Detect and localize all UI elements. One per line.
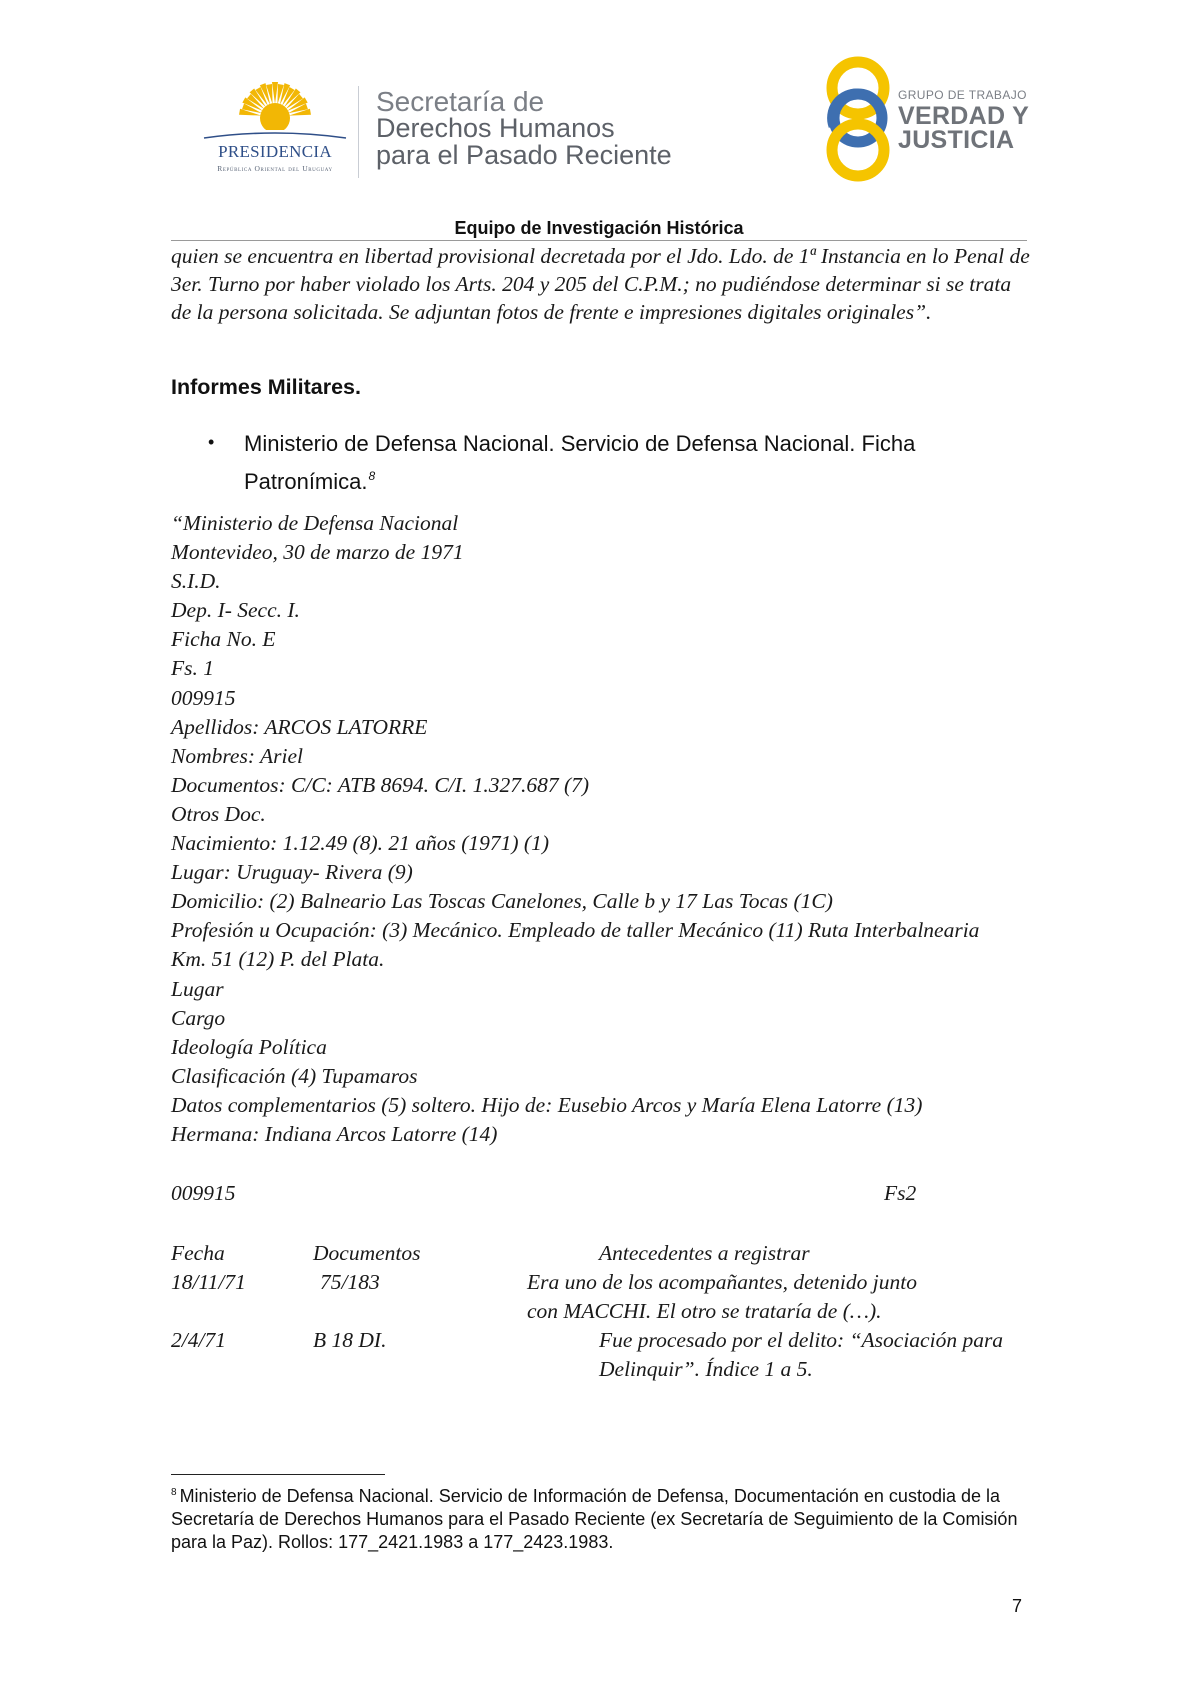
ficha-line: Ideología Política (171, 1034, 327, 1059)
intro-quote: quien se encuentra en libertad provisional decretada por el Jdo. Ldo. de 1ª Instancia en lo Penal de 3er. Turno por haber violado los Arts. 204 y 205 del C.P.M.; no pudiéndose determinar si se trata de la persona solicitada. Se adjuntan fotos de frente e impresiones digitales originales”. (171, 244, 1030, 324)
ficha-line: Cargo (171, 1005, 226, 1030)
ficha-line: S.I.D. (171, 569, 221, 594)
bullet-text: Ministerio de Defensa Nacional. Servicio de Defensa Nacional. Ficha Patronímica. (244, 431, 916, 494)
ficha-line: Lugar (171, 976, 224, 1001)
secretaria-logo-text (376, 88, 726, 169)
ficha-line: Fs. 1 (171, 656, 214, 681)
sun-icon (196, 78, 354, 144)
presidencia-name: PRESIDENCIA (218, 142, 332, 161)
gtvj-subtitle: GRUPO DE TRABAJO (898, 88, 1027, 102)
ficha-line: 009915 (171, 685, 236, 710)
ficha-line: Documentos: C/C: ATB 8694. C/I. 1.327.687 (7) (171, 772, 590, 797)
fs2-record-number: 009915 (171, 1181, 236, 1205)
ficha-line: Ficha No. E (171, 627, 276, 652)
ficha-line: Lugar: Uruguay- Rivera (9) (171, 860, 413, 885)
table-cell-antecedente: Fue procesado por el delito: “Asociación para (599, 1328, 1004, 1352)
secretaria-line-1: Secretaría de (376, 86, 545, 117)
presidencia-subtitle: República Oriental del Uruguay (217, 164, 333, 173)
table-header-fecha: Fecha (171, 1241, 225, 1265)
footnote-text: Ministerio de Defensa Nacional. Servicio de Información de Defensa, Documentación en custodia de la Secretaría de Derechos Humanos para el Pasado Reciente (ex Secretaría de Seguimiento de la Comisión para la Paz). Rollos: 177_2421.1983 a 177_2423.1983. (171, 1486, 1018, 1552)
table-cell-antecedente: Delinquir”. Índice 1 a 5. (599, 1357, 813, 1381)
ficha-line: Profesión u Ocupación: (3) Mecánico. Empleado de taller Mecánico (11) Ruta Interbalnearia (171, 918, 980, 943)
secretaria-line-2: Derechos Humanos (376, 113, 615, 143)
header-rule (171, 240, 1027, 241)
fs2-label: Fs2 (884, 1181, 917, 1205)
ficha-line: Domicilio: (2) Balneario Las Toscas Canelones, Calle b y 17 Las Tocas (1C) (171, 889, 833, 914)
ficha-line: Nombres: Ariel (171, 743, 303, 768)
ficha-line: Datos complementarios (5) soltero. Hijo de: Eusebio Arcos y María Elena Latorre (13) (171, 1092, 923, 1117)
secretaria-line-3: para el Pasado Reciente (376, 140, 672, 170)
table-cell-fecha: 2/4/71 (171, 1328, 226, 1352)
ficha-line: Apellidos: ARCOS LATORRE (171, 714, 428, 739)
table-cell-antecedente: con MACCHI. El otro se trataría de (…). (527, 1299, 882, 1323)
ficha-line: Hermana: Indiana Arcos Latorre (14) (171, 1121, 498, 1146)
running-header: Equipo de Investigación Histórica (454, 218, 744, 238)
ficha-line: Km. 51 (12) P. del Plata. (171, 947, 385, 972)
table-cell-documento: 75/183 (320, 1270, 380, 1294)
ficha-line: “Ministerio de Defensa Nacional (171, 511, 459, 535)
table-cell-documento: B 18 DI. (313, 1328, 387, 1352)
bullet-symbol: • (208, 432, 215, 452)
table-cell-fecha: 18/11/71 (171, 1270, 246, 1294)
bullet-item (244, 427, 1024, 498)
gtvj-title-line-1: VERDAD Y (898, 102, 1030, 130)
table-cell-antecedente: Era uno de los acompañantes, detenido junto (527, 1270, 917, 1294)
rings-icon (822, 56, 894, 182)
ficha-line: Dep. I- Secc. I. (171, 598, 300, 623)
footnote (171, 1481, 1031, 1554)
gtvj-title-line-2: JUSTICIA (898, 126, 1015, 154)
verdad-justicia-logo (822, 56, 1032, 182)
ficha-line: Montevideo, 30 de marzo de 1971 (171, 540, 464, 565)
footnote-ref[interactable]: 8 (368, 469, 376, 483)
ficha-line: Clasificación (4) Tupamaros (171, 1063, 418, 1088)
footnote-rule (171, 1474, 385, 1475)
logo-divider (358, 86, 359, 178)
table-header-documentos: Documentos (313, 1241, 421, 1265)
table-header-antecedentes: Antecedentes a registrar (599, 1241, 810, 1265)
ficha-patronimica (171, 509, 1041, 1149)
footnote-number: 8 (171, 1487, 177, 1498)
section-heading: Informes Militares. (171, 375, 361, 399)
page-number: 7 (1012, 1596, 1023, 1616)
ficha-line: Nacimiento: 1.12.49 (8). 21 años (1971) (1) (171, 831, 549, 856)
ficha-line: Otros Doc. (171, 801, 266, 826)
presidencia-logo (196, 78, 354, 178)
